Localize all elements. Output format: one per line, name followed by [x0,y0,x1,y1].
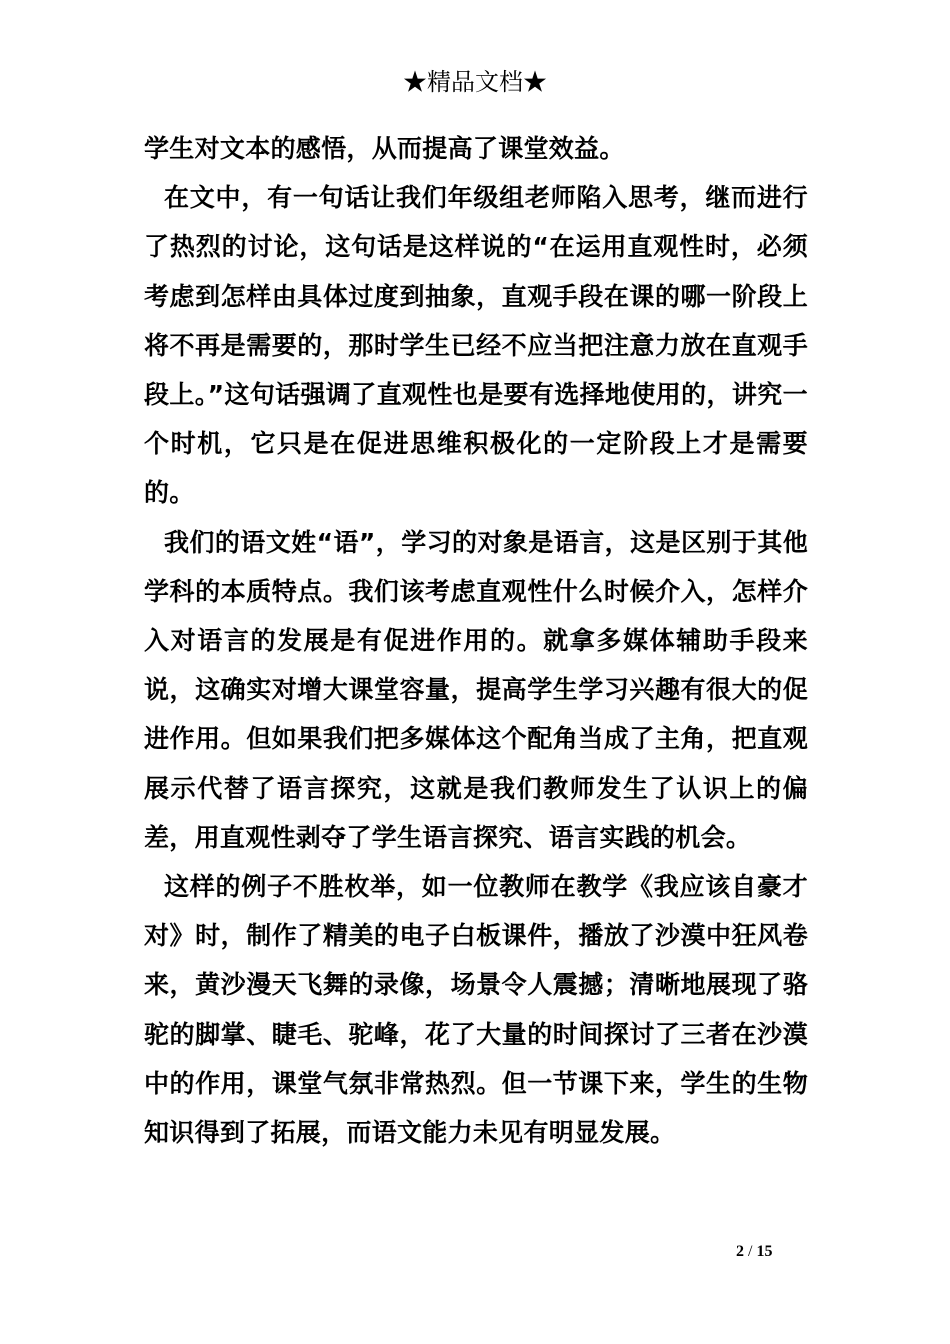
current-page: 2 [736,1243,744,1260]
total-pages: 15 [756,1243,773,1260]
page-number [736,1240,772,1264]
document-header-title: ★精品文档★ [403,68,547,96]
paragraph: 在文中，有一句话让我们年级组老师陷入思考，继而进行了热烈的讨论，这句话是这样说的“在运用直观性时，必须考虑到怎样由具体过度到抽象，直观手段在课的哪一阶段上将不再是需要的，那时学生已经不应当把注意力放在直观手段上。”这句话强调了直观性也是要有选择地使用的，讲究一个时机，它只是在促进思维积极化的一定阶段上才是需要的。 [144,183,808,508]
document-body [144,124,808,1157]
paragraph: 我们的语文姓“语”，学习的对象是语言，这是区别于其他学科的本质特点。我们该考虑直观性什么时候介入，怎样介入对语言的发展是有促进作用的。就拿多媒体辅助手段来说，这确实对增大课堂容量，提高学生学习兴趣有很大的促进作用。但如果我们把多媒体这个配角当成了主角，把直观展示代替了语言探究，这就是我们教师发生了认识上的偏差，用直观性剥夺了学生语言探究、语言实践的机会。 [144,527,808,852]
paragraph: 这样的例子不胜枚举，如一位教师在教学《我应该自豪才对》时，制作了精美的电子白板课件，播放了沙漠中狂风卷来，黄沙漫天飞舞的录像，场景令人震撼；清晰地展现了骆驼的脚掌、睫毛、驼峰，花了大量的时间探讨了三者在沙漠中的作用，课堂气氛非常热烈。但一节课下来，学生的生物知识得到了拓展，而语文能力未见有明显发展。 [144,872,808,1148]
page-separator: / [744,1243,757,1260]
paragraph-continuation: 学生对文本的感悟，从而提高了课堂效益。 [144,134,625,163]
